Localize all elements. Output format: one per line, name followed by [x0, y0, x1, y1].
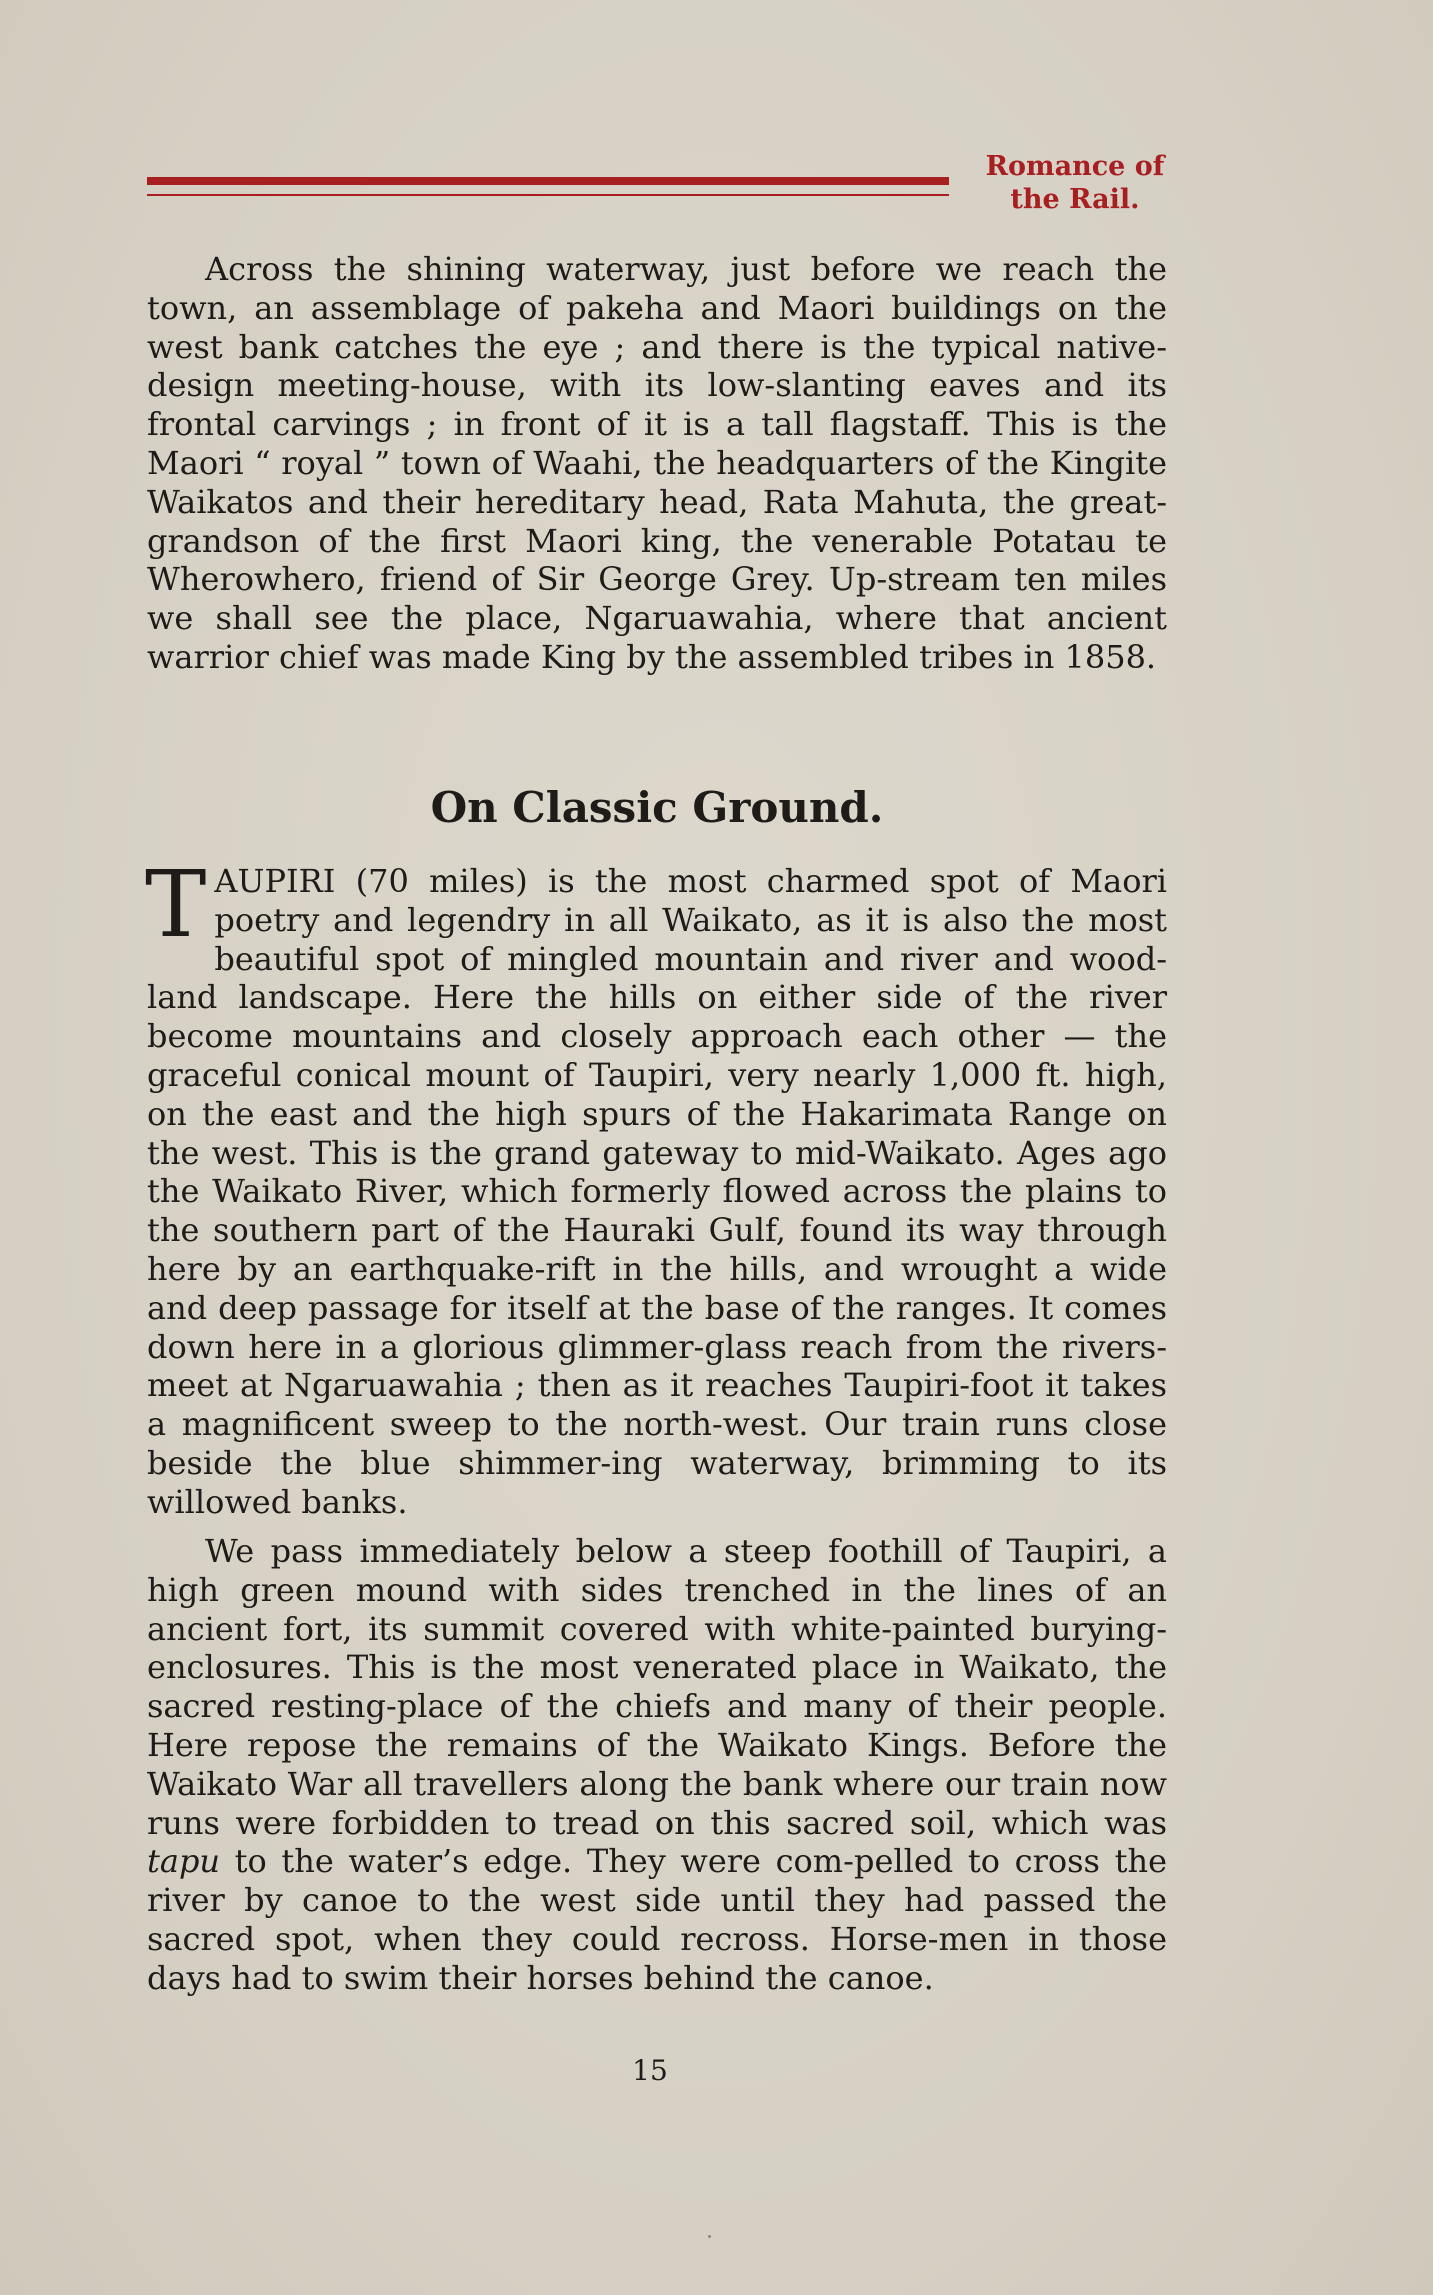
header-rule-thin: [147, 194, 949, 196]
running-head: [975, 150, 1175, 216]
paragraph-taupiri-text: AUPIRI (70 miles) is the most charmed spot of Maori poetry and legendry in all Waikato, as it is also the most beautiful spot of mingled mountain and river and wood-land landscape. Here the hills on either side of the river become mountains and closely approach each other — the graceful conical mount of Taupiri, very nearly 1,000 ft. high, on the east and the high spurs of the Hakarimata Range on the west. This is the grand gateway to mid-Waikato. Ages ago the Waikato River, which formerly flowed across the plains to the southern part of the Hauraki Gulf, found its way through here by an earthquake-rift in the hills, and wrought a wide and deep passage for itself at the base of the ranges. It comes down here in a glorious glimmer-glass reach from the rivers-meet at Ngaruawahia ; then as it reaches Taupiri-foot it takes a magnificent sweep to the north-west. Our train runs close beside the blue shimmer-ing waterway, brimming to its willowed banks.: [147, 862, 1167, 1521]
paragraph-sacred-hill-text-a: We pass immediately below a steep foothill of Taupiri, a high green mound with sides trenched in the lines of an ancient fort, its summit covered with white-painted burying-enclosures. This is the most venerated place in Waikato, the sacred resting-place of the chiefs and many of their people. Here repose the remains of the Waikato Kings. Before the Waikato War all travellers along the bank where our train now runs were forbidden to tread on this sacred soil, which was: [147, 1532, 1167, 1842]
running-head-line1: Romance of: [985, 151, 1165, 182]
page-number: 15: [632, 2054, 668, 2087]
drop-cap: T: [145, 851, 207, 958]
section-heading: On Classic Ground.: [430, 783, 884, 832]
running-head-line2: the Rail.: [1010, 184, 1140, 215]
header-rule-thick: [147, 177, 949, 185]
paragraph-waahi: Across the shining waterway, just before we reach the town, an assemblage of pakeha and Maori buildings on the west bank catches the eye ; and there is the typical native-design meeting-house, with its low-slanting eaves and its frontal carvings ; in front of it is a tall flagstaff. This is the Maori “ royal ” town of Waahi, the headquarters of the Kingite Waikatos and their hereditary head, Rata Mahuta, the great-grandson of the first Maori king, the venerable Potatau te Wherowhero, friend of Sir George Grey. Up-stream ten miles we shall see the place, Ngaruawahia, where that ancient warrior chief was made King by the assembled tribes in 1858.: [147, 250, 1167, 676]
paragraph-taupiri: [145, 851, 1167, 1522]
italic-word-tapu: tapu: [147, 1842, 221, 1881]
paper-speck: [708, 2235, 711, 2238]
paragraph-sacred-hill: [147, 1532, 1167, 1998]
paragraph-sacred-hill-text-b: to the water’s edge. They were com-pelled to cross the river by canoe to the west side until they had passed the sacred spot, when they could recross. Horse-men in those days had to swim their horses behind the canoe.: [147, 1842, 1167, 1997]
